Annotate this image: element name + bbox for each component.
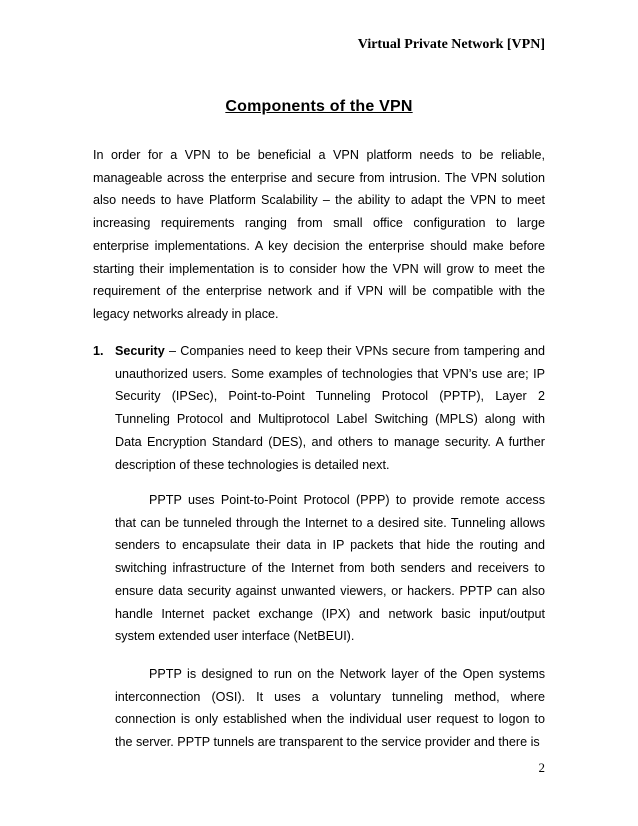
list-item-text: – Companies need to keep their VPNs secure from tampering and unauthorized users. Some examples of technologies that VPN’s use are; IP Security (IPSec), Point-to-Point Tunneling Protocol (PPTP), Layer 2 Tunneling Protocol and Multiprotocol Label Switching (MPLS) along with Data Encryption Standard (DES), and others to manage security. A further description of these technologies is detailed next. [115, 344, 545, 472]
list-item-body [115, 340, 545, 476]
pptp-paragraph-2: PPTP is designed to run on the Network layer of the Open systems interconnection (OSI). It uses a voluntary tunneling method, where connection is only established when the individual user request to logon to the server. PPTP tunnels are transparent to the service provider and there is [115, 667, 545, 750]
page-number: 2 [538, 760, 545, 775]
list-item-heading: Security [115, 344, 165, 358]
intro-paragraph: In order for a VPN to be beneficial a VPN platform needs to be reliable, manageable across the enterprise and secure from intrusion. The VPN solution also needs to have Platform Scalability – the ability to adapt the VPN to meet increasing requirements ranging from small office configuration to large enterprise implementations. A key decision the enterprise should make before starting their implementation is to consider how the VPN will grow to meet the requirement of the enterprise network and if VPN will be compatible with the legacy networks already in place. [93, 148, 545, 321]
list-item [93, 340, 545, 476]
running-header: Virtual Private Network [VPN] [357, 37, 545, 52]
pptp-paragraph-1: PPTP uses Point-to-Point Protocol (PPP) to provide remote access that can be tunneled through the Internet to a desired site. Tunneling allows senders to encapsulate their data in IP packets that hide the routing and switching infrastructure of the Internet from both senders and receivers to ensure data security against unwanted viewers, or hackers. PPTP can also handle Internet packet exchange (IPX) and network basic input/output system extended user interface (NetBEUI). [115, 493, 545, 644]
list-item-number: 1. [93, 344, 104, 358]
section-title: Components of the VPN [225, 98, 413, 115]
